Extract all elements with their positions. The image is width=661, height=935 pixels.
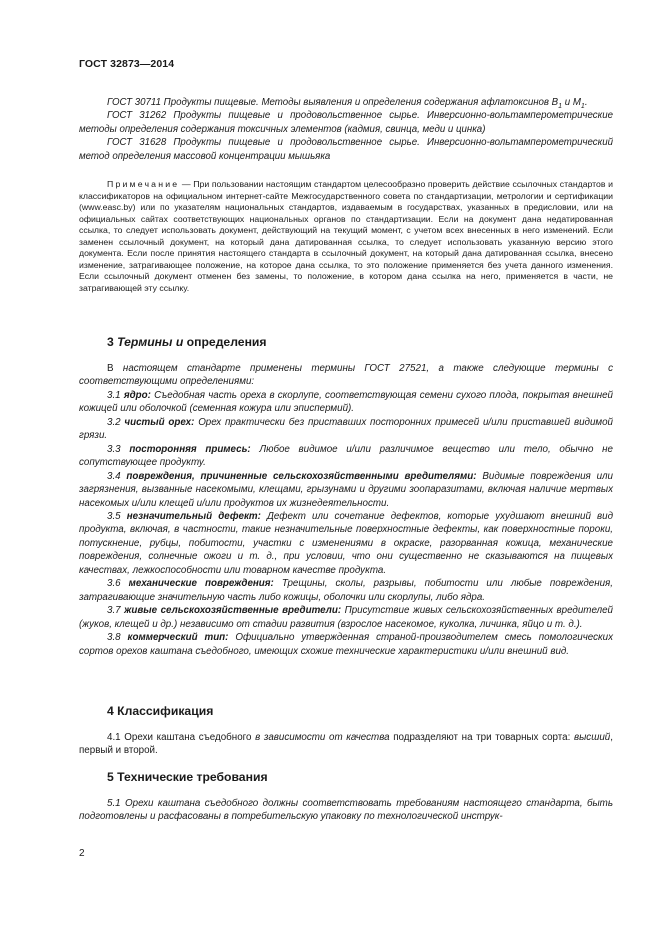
term-definition (79, 510, 613, 577)
subscript: 1 (558, 102, 563, 110)
paragraph-text: 5.1 Орехи каштана съедобного должны соответствовать требованиям настоящего стандарта, быть подготовлены и расфасованы в потребительскую упаковку по технологической инструк- (79, 798, 613, 823)
paragraph-text: 4.1 Орехи каштана съедобного (107, 732, 256, 743)
term-name: повреждения, причиненные сельскохозяйственными вредителями: (126, 470, 477, 482)
reference-text: . (584, 97, 588, 108)
reference-text: ГОСТ 30711 Продукты пищевые. Методы выявления и определения содержания афлатоксинов В (107, 97, 559, 108)
note-text: — При пользовании настоящим стандартом целесообразно проверить действие ссылочных стандартов и классификаторов на официальном интернет-сайте Межгосударственного совета по стандартизации, метрологии и сертификации (www.easc.by) или по указателям национальных стандартов, издаваемым в государствах, указанных в предисловии, или на официальных сайтах соответствующих национальных органов по стандартизации. Если на документ дана недатированная ссылка, то следует использовать документ, действующий на текущий момент, с учетом всех внесенных в него изменений. Если заменен ссылочный документ, на который дана датированная ссылка, то следует использовать указанную версию этого документа. Если после принятия настоящего стандарта в ссылочный документ, на который дана датированная ссылка, внесено изменение, затрагивающее положение, на которое дана ссылка, то это положение применяется без учета данного изменения. Если ссылочный документ отменен без замены, то положение, в котором дана ссылка на него, применяется в части, не затрагивающей эту ссылку. (79, 179, 613, 293)
term-name: живые сельскохозяйственные вредители: (124, 605, 342, 617)
intro-text: В (107, 363, 123, 374)
term-number: 3.2 (107, 416, 125, 428)
term-definition (79, 604, 613, 631)
term-number: 3.8 (107, 632, 128, 644)
term-definition (79, 470, 613, 510)
term-name: ядро: (123, 389, 151, 401)
page-number: 2 (79, 848, 85, 859)
term-number: 3.3 (107, 443, 130, 455)
term-number: 3.1 (107, 389, 124, 401)
term-name: механические повреждения: (128, 578, 274, 590)
term-definition-text: Официально утвержденная страной-производителем смесь помологических сортов орехов каштана съедобного, имеющих схожие технические характеристики и/или внешний вид. (79, 632, 614, 657)
section-title: определения (183, 335, 267, 349)
term-definition-text: Присутствие живых сельскохозяйственных вредителей (жуков, клещей и др.) независимо от стадии развития (взрослое насекомое, куколка, личинка, яйцо и т. д.). (79, 605, 613, 630)
note-label: Примечание (107, 179, 180, 189)
note-block (79, 179, 613, 294)
note-paragraph (79, 179, 613, 294)
term-number: 3.4 (107, 470, 127, 482)
section-3-intro (79, 362, 613, 389)
section-5-paragraph (79, 797, 613, 824)
term-definition (79, 416, 613, 443)
reference-gost-31262 (79, 109, 613, 136)
term-definition-text: Трещины, сколы, разрывы, побитости или любые повреждения, затрагивающие значительную часть либо кожицы, оболочки или скорлупы, либо ядра. (79, 578, 614, 603)
term-name: посторонняя примесь: (129, 443, 251, 455)
section-4-heading: 4 Классификация (107, 704, 214, 718)
section-3-heading (107, 335, 267, 349)
term-definition (79, 631, 613, 658)
normative-references (79, 96, 613, 163)
term-definition-text: Любое видимое и/или различимое вещество или тело, обычно не сопутствующее продукту. (79, 443, 613, 469)
term-number: 3.6 (107, 578, 129, 590)
intro-text: настоящем стандарте применены термины ГОСТ 27521, а также следующие термины с соответствующими определениями: (79, 363, 613, 388)
section-3-body (79, 362, 613, 658)
term-definition (79, 577, 613, 604)
section-5-heading: 5 Технические требования (107, 770, 268, 784)
subscript: 1 (580, 102, 585, 110)
document-header: ГОСТ 32873—2014 (79, 58, 175, 70)
section-4-body (79, 731, 613, 758)
term-number: 3.5 (107, 510, 127, 522)
reference-text: ГОСТ 31628 Продукты пищевые и продовольственное сырье. Инверсионно-вольтамперометрический метод определения массовой концентрации мышьяка (79, 137, 613, 162)
reference-text: и М (562, 97, 581, 108)
section-number: 3 (107, 335, 118, 349)
term-name: коммерческий тип: (127, 632, 229, 644)
term-definition (79, 389, 613, 416)
term-number: 3.7 (107, 605, 125, 617)
reference-text: ГОСТ 31262 Продукты пищевые и продовольственное сырье. Инверсионно-вольтамперометрические методы определения содержания токсичных элементов (кадмия, свинца, меди и цинка) (79, 110, 613, 135)
paragraph-text-italic: высший (573, 732, 611, 743)
paragraph-text-italic: в зависимости от качества (255, 732, 390, 743)
section-5-body (79, 797, 613, 824)
term-definition-text: Видимые повреждения или загрязнения, вызванные насекомыми, клещами, грызунами и другими зоопаразитами, включая наличие мертвых насекомых и/или клещей и/или продуктов их жизнедеятельности. (79, 470, 614, 509)
section-title-italic: Термины и (117, 335, 184, 349)
term-name: чистый орех: (124, 416, 195, 428)
term-definition-text: Дефект или сочетание дефектов, которые ухудшают внешний вид продукта, включая, в частности, такие незначительные поверхностные дефекты, как поверхностные пороки, потускнение, рубцы, побитости, участки с изменениями в окраске, разорванная кожица, механические повреждения, солнечные ожоги и т. д., при условии, что они существенно не сказываются на пищевых качествах, лежкоспособности или товарном качестве продукта. (79, 510, 613, 576)
term-definition-text: Орех практически без приставших посторонних примесей и/или приставшей видимой грязи. (79, 416, 613, 442)
section-4-paragraph (79, 731, 613, 758)
paragraph-text: , первый и второй. (79, 732, 613, 757)
reference-gost-31628 (79, 136, 613, 163)
term-definition (79, 443, 613, 470)
paragraph-text: подразделяют на три товарных сорта: (389, 732, 574, 743)
term-definition-text: Съедобная часть ореха в скорлупе, соответствующая семени сухого плода, покрытая внешней кожицей или оболочкой (семенная кожура или эписпермий). (79, 389, 613, 415)
term-name: незначительный дефект: (126, 510, 261, 522)
reference-gost-30711 (79, 96, 613, 109)
